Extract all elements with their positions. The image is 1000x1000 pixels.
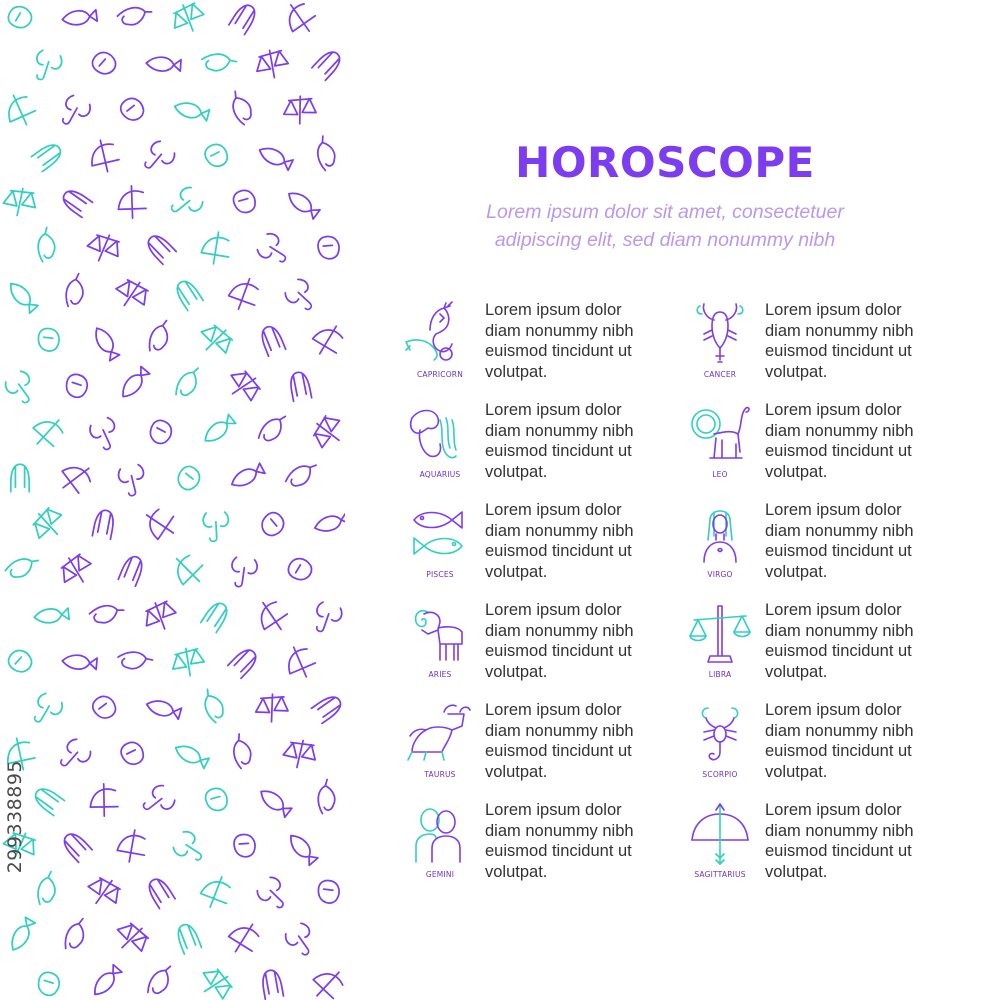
page-subtitle [400,198,930,254]
description-line: diam nonummy nibh [765,821,914,840]
libra-icon [680,600,760,668]
description-line: euismod tincidunt ut [765,842,912,860]
taurus-icon [400,700,480,768]
description-line: volutpat. [485,862,548,881]
zodiac-pattern-strip [0,0,345,1000]
description-line: diam nonummy nibh [485,721,634,740]
sagittarius-icon [680,800,760,868]
leo-icon [680,400,760,468]
sign-item-gemini [400,798,670,888]
sign-item-pisces [400,498,670,588]
sign-name: SCORPIO [702,770,738,779]
description-line: Lorem ipsum dolor [485,601,622,619]
sign-description [765,400,950,482]
description-line: Lorem ipsum dolor [485,701,622,719]
description-line: Lorem ipsum dolor [485,301,622,319]
subtitle-line: Lorem ipsum dolor sit amet, consectetuer [486,201,844,223]
capricorn-icon [400,300,480,368]
sign-description [765,600,950,682]
description-line: euismod tincidunt ut [485,842,632,860]
description-line: volutpat. [485,362,548,381]
sign-name: CAPRICORN [416,370,464,379]
sign-name: AQUARIUS [419,470,461,479]
description-line: volutpat. [765,562,828,581]
description-line: volutpat. [765,862,828,881]
description-line: volutpat. [485,462,548,481]
description-line: euismod tincidunt ut [765,642,912,660]
gemini-icon [400,800,480,868]
description-line: volutpat. [765,462,828,481]
sign-name: CANCER [703,370,737,379]
sign-item-leo [680,398,950,488]
sign-name: TAURUS [424,770,456,779]
description-line: diam nonummy nibh [485,421,634,440]
pisces-icon [400,500,480,568]
sign-item-libra [680,598,950,688]
description-line: Lorem ipsum dolor [485,501,622,519]
sign-description [485,600,670,682]
sign-description [485,800,670,882]
sign-description [485,300,670,382]
virgo-icon [680,500,760,568]
sign-item-capricorn [400,298,670,388]
description-line: volutpat. [765,662,828,681]
sign-description [765,500,950,582]
zodiac-sign-grid [400,298,945,888]
description-line: euismod tincidunt ut [765,442,912,460]
description-line: euismod tincidunt ut [485,642,632,660]
description-line: Lorem ipsum dolor [765,401,902,419]
sign-item-cancer [680,298,950,388]
description-line: Lorem ipsum dolor [765,601,902,619]
cancer-icon [680,300,760,368]
sign-name: LEO [712,470,728,479]
description-line: volutpat. [485,562,548,581]
description-line: Lorem ipsum dolor [765,301,902,319]
description-line: diam nonummy nibh [485,321,634,340]
sign-description [485,700,670,782]
sign-item-scorpio [680,698,950,788]
description-line: volutpat. [765,362,828,381]
description-line: volutpat. [765,762,828,781]
description-line: volutpat. [485,762,548,781]
aquarius-icon [400,400,480,468]
description-line: euismod tincidunt ut [765,542,912,560]
description-line: volutpat. [485,662,548,681]
description-line: Lorem ipsum dolor [765,501,902,519]
description-line: euismod tincidunt ut [765,742,912,760]
sign-item-aquarius [400,398,670,488]
sign-item-virgo [680,498,950,588]
sign-item-sagittarius [680,798,950,888]
sign-name: GEMINI [425,870,455,879]
watermark-id: 299338895 [4,760,26,874]
description-line: Lorem ipsum dolor [765,801,902,819]
sign-name: LIBRA [708,670,732,679]
sign-item-aries [400,598,670,688]
description-line: diam nonummy nibh [765,321,914,340]
description-line: diam nonummy nibh [485,621,634,640]
page-title: HOROSCOPE [515,138,815,187]
description-line: euismod tincidunt ut [485,342,632,360]
description-line: diam nonummy nibh [765,721,914,740]
description-line: Lorem ipsum dolor [765,701,902,719]
description-line: euismod tincidunt ut [485,742,632,760]
description-line: euismod tincidunt ut [765,342,912,360]
sign-item-taurus [400,698,670,788]
description-line: diam nonummy nibh [765,621,914,640]
sign-description [765,800,950,882]
sign-name: SAGITTARIUS [694,870,746,879]
description-line: diam nonummy nibh [485,821,634,840]
sign-description [765,700,950,782]
zodiac-pattern-icon [0,0,345,1000]
scorpio-icon [680,700,760,768]
sign-name: VIRGO [707,570,733,579]
description-line: diam nonummy nibh [765,421,914,440]
description-line: diam nonummy nibh [485,521,634,540]
subtitle-line: adipiscing elit, sed diam nonummy nibh [494,229,836,251]
description-line: euismod tincidunt ut [485,542,632,560]
sign-description [765,300,950,382]
description-line: Lorem ipsum dolor [485,401,622,419]
sign-description [485,400,670,482]
description-line: Lorem ipsum dolor [485,801,622,819]
sign-name: PISCES [426,570,454,579]
description-line: diam nonummy nibh [765,521,914,540]
aries-icon [400,600,480,668]
sign-name: ARIES [428,670,452,679]
sign-description [485,500,670,582]
description-line: euismod tincidunt ut [485,442,632,460]
